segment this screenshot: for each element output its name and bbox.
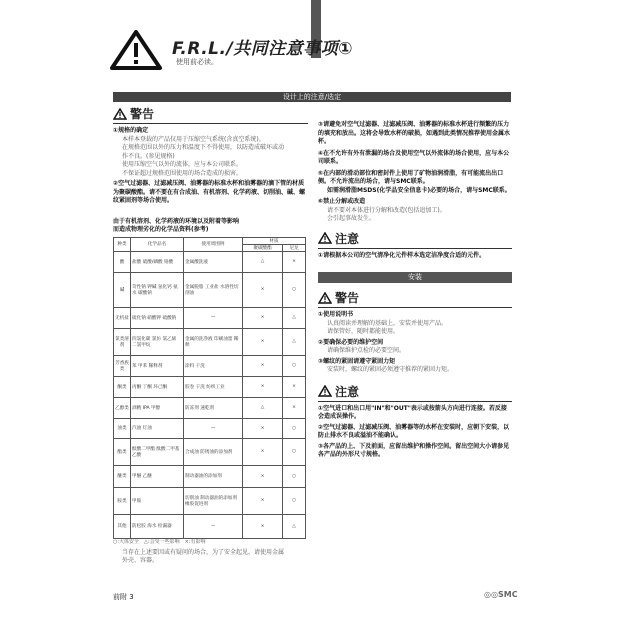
ic-item: ①空气进口和出口用"IN"和"OUT"表示或按箭头方向进行连接。若反接会造成误操作。 (318, 404, 507, 420)
cell: △ (243, 397, 283, 418)
item1-heading: ①规格的确定 (113, 127, 149, 134)
iw2-heading: ②要确保必要的维护空间 (318, 338, 384, 346)
cell: 盐酸 硫酸/磷酸 铬酸 (131, 251, 184, 272)
caution-icon (318, 385, 332, 397)
cell: 汽油 灯油 (131, 418, 184, 438)
item5-text: ⑤在内部的滑动部位和密封件上使用了矿物油润滑脂，有可能流出出口侧。不允许流出的场合，请与SMC联系。 (318, 169, 504, 185)
item6-line: 会引起事故发生。 (327, 215, 376, 222)
cell: 油类 (114, 418, 131, 438)
th-kind: 种类 (114, 237, 131, 251)
cell: 酒精 IPA 甲醇 (131, 397, 184, 418)
cell: 制动器油的添加剂 (184, 465, 243, 487)
cell: 金属酸洗液 (184, 251, 243, 272)
table-row (114, 487, 306, 514)
table-row (114, 397, 306, 418)
cell: 胺类 (114, 487, 131, 514)
table-row (114, 465, 306, 487)
table-legend: ○:大体安全 △:会受一些影响 ×:有影响 (113, 538, 206, 545)
table-row (114, 328, 306, 355)
cell: 碱 (114, 272, 131, 307)
cell: × (243, 465, 283, 487)
cell: ○ (283, 272, 306, 307)
cell: 酸 (114, 251, 131, 272)
left-column (113, 105, 308, 566)
item6-heading: ⑥禁止分解或改造 (318, 198, 366, 205)
install-warning-title: 警告 (335, 291, 360, 305)
page-subtitle: 使用前必读。 (176, 58, 218, 66)
warning-icon (113, 108, 127, 120)
section-header-design: 设计上的注意/选定 (113, 92, 511, 102)
cell: 防松胶 海水 检漏器 (131, 514, 184, 538)
th-pc: 聚碳酸酯 (243, 244, 283, 251)
warning-heading (113, 105, 308, 122)
cell: ○ (283, 355, 306, 376)
divider (318, 401, 512, 402)
item5-extra-text: 如需润滑脂MSDS(化学品安全信息卡)必要的场合，请与SMC联系。 (327, 186, 511, 194)
cell: 芳香族类 (114, 355, 131, 376)
table-row (114, 251, 306, 272)
item2-text: ②空气过滤器、过滤减压阀、油雾器的标准水杯和油雾器的滴下管的材质为聚碳酸酯。请不要在有合成油、有机溶剂、化学药液、切削油、碱、螺纹紧固剂等场合使用。 (113, 180, 306, 204)
cell: 四氯化碳 氯仿 氯乙烯 二氯甲烷 (131, 328, 184, 355)
cell: △ (283, 328, 306, 355)
table-row (114, 272, 306, 307)
cell: ○ (283, 438, 306, 465)
cell: × (243, 307, 283, 328)
iw3-line: 安装时，螺纹的紧固必须遵守推荐的紧固力矩。 (327, 366, 454, 373)
cell: — (184, 418, 243, 438)
th-material: 材质 (243, 237, 306, 244)
cell: 金属的洗净液 印刷油墨 稀释 (184, 328, 243, 355)
cell: ○ (283, 487, 306, 514)
cell: × (243, 438, 283, 465)
cell: × (283, 251, 306, 272)
cell: × (243, 328, 283, 355)
cell: 防冻剂 速乾剂 (184, 397, 243, 418)
cell: × (243, 355, 283, 376)
divider (318, 248, 512, 249)
table-caption: 由于有机溶剂、化学药液的环境以及附着等影响 (113, 217, 240, 225)
cell: 酯类 (114, 438, 131, 465)
page-title: F.R.L./共同注意事项① (172, 39, 354, 59)
cell: 切削油 制动器油的添加剂 橡胶促进剂 (184, 487, 243, 514)
cell: — (184, 307, 243, 328)
install-caution-title: 注意 (335, 384, 360, 399)
warning-icon (318, 292, 332, 304)
cell: 氯类溶剂 (114, 328, 131, 355)
cell: 苯 甲苯 稀释剂 (131, 355, 184, 376)
th-ny: 尼龙 (283, 244, 306, 251)
cell: 丙酮 丁酮 环己酮 (131, 376, 184, 397)
cell: 金属脱脂 工业盐 水溶性切削油 (184, 272, 243, 307)
item1-line: 本样本登载的产品仅用于压缩空气系统(含真空系统)。 (122, 135, 265, 143)
warning-triangle-icon (110, 30, 162, 70)
install-caution-heading (318, 383, 512, 400)
cell: × (243, 272, 283, 307)
warning-title: 警告 (130, 107, 155, 121)
logo-mark-icon: ◎◎ (484, 590, 498, 599)
table-row (114, 307, 306, 328)
iw2-line: 请确保维护点检的必要空间。 (327, 347, 406, 354)
item4-text: ④在不允许有外有泄漏的场合及使用空气以外流体的场合使用，应与本公司联系。 (318, 149, 510, 165)
item1-line: 使用压缩空气以外的流体，应与本公司联系。 (122, 161, 243, 168)
iw3-heading: ③螺纹的紧固请遵守紧固力矩 (318, 357, 396, 365)
right-column (318, 121, 512, 460)
cell: 合成油 防锈油的添加剂 (184, 438, 243, 465)
note-line: 外壳、容器。 (122, 557, 159, 564)
cell: × (243, 487, 283, 514)
caution-item1: ①请根据本公司的空气清净化元件样本选定洁净度合适的元件。 (318, 251, 486, 259)
cell: — (184, 514, 243, 538)
iw1-line: 请保管好，随时都能使用。 (327, 328, 400, 335)
cell: 硫化钠 硝酸钾 硫酸钠 (131, 307, 184, 328)
caution-icon (318, 232, 332, 244)
cell: △ (243, 251, 283, 272)
divider (113, 123, 308, 124)
table-row (114, 418, 306, 438)
cell: 无机盐 (114, 307, 131, 328)
smc-logo (484, 590, 518, 599)
cell: × (243, 418, 283, 438)
cell: × (283, 376, 306, 397)
item1-line: 不保证超过规格范围使用的场合造成的损害。 (122, 169, 243, 177)
table-row (114, 355, 306, 376)
cell: 酮类 (114, 376, 131, 397)
cell: × (243, 376, 283, 397)
cell: × (283, 397, 306, 418)
item6-line: 请不要对本体进行分解和改造(包括追加工)。 (327, 206, 446, 214)
table-row (114, 376, 306, 397)
ic-item: ②空气过滤器、过滤减压阀、油雾器等的水杯在安装时，应朝下安装，以防止排水不良或溢油不能确认。 (318, 423, 510, 439)
cell: △ (283, 514, 306, 538)
cell: 其他 (114, 514, 131, 538)
note-line: 当存在上述要因或有疑问的场合，为了安全起见，请使用金属 (122, 548, 285, 556)
section-header-install: 安装 (318, 272, 512, 283)
cell: 苛性钠 钾碱 氢化钙 氨水 碳酸钠 (131, 272, 184, 307)
item1-line: 在规格范围以外的压力和温度下不得使用，以防造成破坏或动 (122, 144, 285, 151)
item1-line: 作不良。(参见规格) (122, 152, 175, 160)
install-warning-heading (318, 289, 512, 306)
th-chem: 化学品名 (131, 237, 184, 251)
caution-title: 注意 (335, 231, 360, 246)
th-place: 使用周围例 (184, 237, 243, 251)
cell: ○ (283, 465, 306, 487)
ic-item: ③各产品的上、下及前面，应留出维护和操作空间。留出空间大小请参见各产品的外形尺寸规格。 (318, 442, 510, 458)
divider (318, 307, 512, 308)
cell: 甲胺 (131, 487, 184, 514)
logo-text: SMC (497, 590, 518, 599)
table-caption: 而造成物理劣化的化学品资料(参考) (113, 226, 209, 233)
chemical-table (113, 237, 306, 539)
cell: 涂料 干洗 (184, 355, 243, 376)
table-row (114, 438, 306, 465)
cell: △ (283, 307, 306, 328)
item3-text: ③请避免对空气过滤器、过滤减压阀、油雾器的标准水杯进行频繁的压力的填充和放出。这将会导致水杯的破损，如遇到此类情况推荐使用金属水杯。 (318, 121, 511, 145)
cell: 胶卷 干洗 纺织工业 (184, 376, 243, 397)
cell: 醚类 (114, 465, 131, 487)
iw1-heading: ①使用说明书 (318, 311, 354, 318)
table-row (114, 514, 306, 538)
cell: 甲醚 乙醚 (131, 465, 184, 487)
cell: × (243, 514, 283, 538)
cell: 乙醇类 (114, 397, 131, 418)
page-number: 前附 3 (113, 593, 134, 601)
cell: ○ (283, 418, 306, 438)
iw1-line: 认真阅读并理解的基础上，安装并使用产品。 (327, 319, 448, 327)
cell: 酞酸二甲酯 酞酸二甲基 乙酸 (131, 438, 184, 465)
caution-heading (318, 230, 512, 247)
